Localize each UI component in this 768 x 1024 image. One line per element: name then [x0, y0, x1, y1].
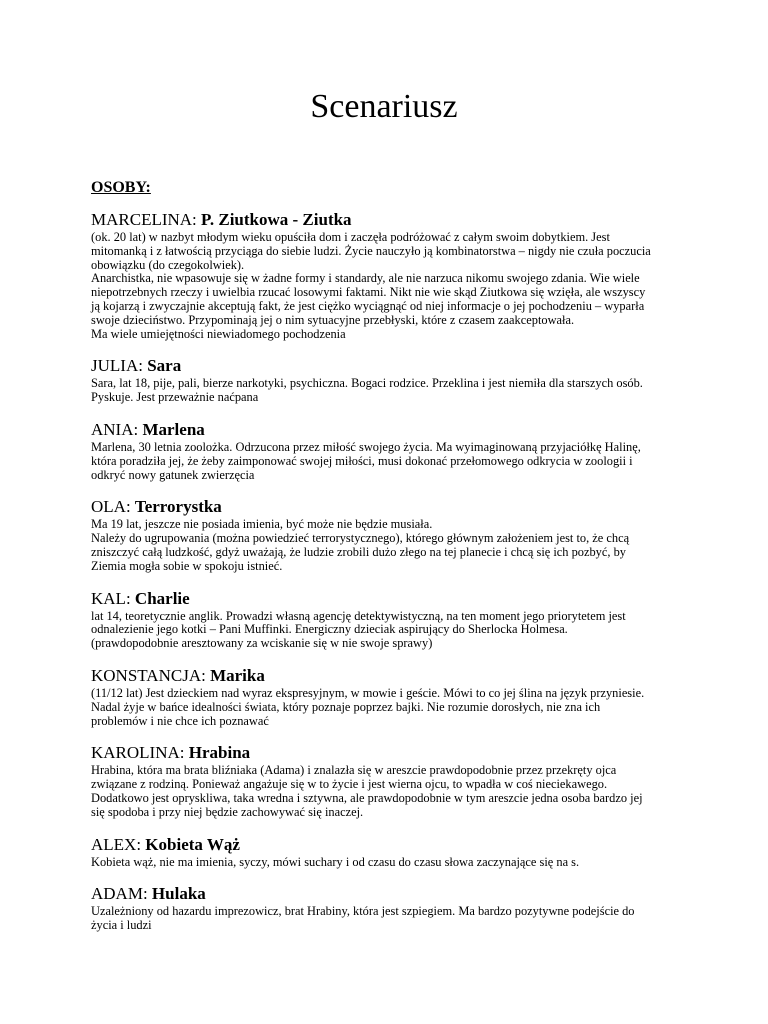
description-line: Należy do ugrupowania (można powiedzieć terrorystycznego), którego głównym założeniem jest to, że chcą: [91, 531, 630, 546]
description-line: Uzależniony od hazardu imprezowicz, brat Hrabiny, która jest szpiegiem. Ma bardzo pozytywne podejście do: [91, 904, 635, 919]
description-line: Marlena, 30 letnia zoolożka. Odrzucona przez miłość swojego życia. Ma wyimaginowaną przyjaciółkę Halinę,: [91, 439, 641, 454]
document-title: Scenariusz: [310, 88, 458, 125]
character-player: ADAM:: [91, 884, 148, 904]
description-line: Ma wiele umiejętności niewiadomego pochodzenia: [91, 326, 346, 341]
character-heading: [91, 496, 681, 518]
description-line: Pyskuje. Jest przeważnie naćpana: [91, 390, 259, 405]
description-line: Kobieta wąż, nie ma imienia, syczy, mówi suchary i od czasu do czasu słowa zaczynające się na s.: [91, 854, 580, 869]
description-line: ją kojarzą i zwyczajnie akceptują fakt, że jest ciężko wyciągnąć od niej informacje o jej pochodzeniu – wyparła: [91, 298, 645, 313]
character-description: [91, 764, 681, 819]
character-description: [91, 687, 681, 728]
description-line: Nadal żyje w bańce idealności świata, który poznaje poprzez bajki. Nie rozumie dorosłych, nie zna ich: [91, 699, 601, 714]
description-line: Anarchistka, nie wpasowuje się w żadne formy i standardy, ale nie narzuca nikomu swojego zdania. Wie wiele: [91, 271, 640, 286]
character-player: OLA:: [91, 497, 131, 517]
character-entry: [91, 742, 681, 819]
character-heading: [91, 419, 681, 441]
character-player: ANIA:: [91, 419, 139, 439]
description-line: Dodatkowo jest opryskliwa, taka wredna i sztywna, ale prawdopodobnie w tym areszcie jedna osoba bardzo jej: [91, 790, 643, 805]
description-line: swoje dzieciństwo. Przypominają jej o nim sytuacyjne przebłyski, które z czasem zaakceptowała.: [91, 312, 575, 327]
character-role: Hrabina: [188, 743, 251, 763]
character-description: [91, 518, 681, 573]
character-description: [91, 377, 681, 405]
character-heading: [91, 588, 681, 610]
character-heading: [91, 665, 681, 687]
description-line: związane z rodziną. Ponieważ angażuje się w to życie i jest wierna ojcu, to wpadła w coś nieciekawego.: [91, 777, 608, 792]
character-description: [91, 856, 681, 870]
description-line: mitomanką i z łatwością przyciąga do siebie ludzi. Życie nauczyło ją kombinatorstwa – nigdy nie czuła poczucia: [91, 243, 651, 258]
description-line: się spodoba i przy niej będzie zachowywać się inaczej.: [91, 804, 364, 819]
section-heading-osoby: OSOBY:: [91, 179, 151, 196]
character-player: ALEX:: [91, 834, 142, 854]
character-entry: [91, 588, 681, 651]
character-description: [91, 231, 681, 341]
character-player: JULIA:: [91, 356, 143, 376]
description-line: Ma 19 lat, jeszcze nie posiada imienia, być może nie będzie musiała.: [91, 517, 433, 532]
character-role: Charlie: [134, 588, 190, 608]
description-line: (ok. 20 lat) w nazbyt młodym wieku opuściła dom i zaczęła podróżować z całym swoim dobytkiem. Jest: [91, 230, 610, 244]
description-line: Ziemia mogła sobie w spokoju istnieć.: [91, 558, 283, 573]
character-player: MARCELINA:: [91, 210, 197, 229]
character-entry: [91, 209, 681, 341]
description-line: odnalezienie jego kotki – Pani Muffinki. Energiczny dzieciak aspirujący do Sherlocka Holmesa.: [91, 622, 568, 637]
description-line: obowiązku (do czegokolwiek).: [91, 257, 245, 272]
character-role: Terrorystka: [134, 497, 222, 517]
character-role: Sara: [147, 356, 182, 376]
character-heading: [91, 742, 681, 764]
description-line: która poradziła jej, że żeby zaimponować swojej miłości, musi dokonać przełomowego odkrycia w zoologii i: [91, 453, 633, 468]
character-description: [91, 610, 681, 651]
character-heading: [91, 209, 681, 231]
character-heading: [91, 883, 681, 905]
description-line: Sara, lat 18, pije, pali, bierze narkotyki, psychiczna. Bogaci rodzice. Przeklina i jest niemiła dla starszych osób.: [91, 376, 643, 391]
character-role: P. Ziutkowa - Ziutka: [201, 210, 352, 229]
character-player: KONSTANCJA:: [91, 665, 206, 685]
character-role: Kobieta Wąż: [145, 834, 240, 854]
character-description: [91, 441, 681, 482]
character-role: Hulaka: [151, 884, 206, 904]
description-line: lat 14, teoretycznie anglik. Prowadzi własną agencję detektywistyczną, na ten moment jego priorytetem jest: [91, 608, 626, 623]
description-line: zniszczyć całą ludzkość, gdyż uważają, że ludzie zrobili dużo złego na tej planecie i chcą się ich pozbyć, by: [91, 544, 626, 559]
description-line: (11/12 lat) Jest dzieckiem nad wyraz ekspresyjnym, w mowie i geście. Mówi to co jej ślina na język przyniesie.: [91, 685, 645, 700]
character-entry: [91, 665, 681, 728]
character-description: [91, 905, 681, 933]
character-role: Marlena: [142, 419, 205, 439]
character-heading: [91, 834, 681, 856]
description-line: Hrabina, która ma brata bliźniaka (Adama) i znalazła się w areszcie prawdopodobnie przez przekręty ojca: [91, 763, 617, 778]
character-entry: [91, 496, 681, 573]
description-line: (prawdopodobnie aresztowany za wciskanie się w nie swoje sprawy): [91, 636, 433, 651]
description-line: życia i ludzi: [91, 918, 152, 933]
character-heading: [91, 355, 681, 377]
character-entry: [91, 834, 681, 870]
character-player: KAROLINA:: [91, 743, 185, 763]
character-entry: [91, 355, 681, 405]
character-role: Marika: [210, 665, 265, 685]
character-list: [91, 209, 681, 947]
character-player: KAL:: [91, 588, 131, 608]
description-line: niepotrzebnych rzeczy i uwielbia rzucać losowymi faktami. Nikt nie wie skąd Ziutkowa się wzięła, ale wszyscy: [91, 285, 646, 300]
description-line: odkryć nowy gatunek zwierzęcia: [91, 467, 255, 482]
character-entry: [91, 419, 681, 482]
character-entry: [91, 883, 681, 933]
description-line: problemów i nie chce ich poznawać: [91, 713, 269, 728]
